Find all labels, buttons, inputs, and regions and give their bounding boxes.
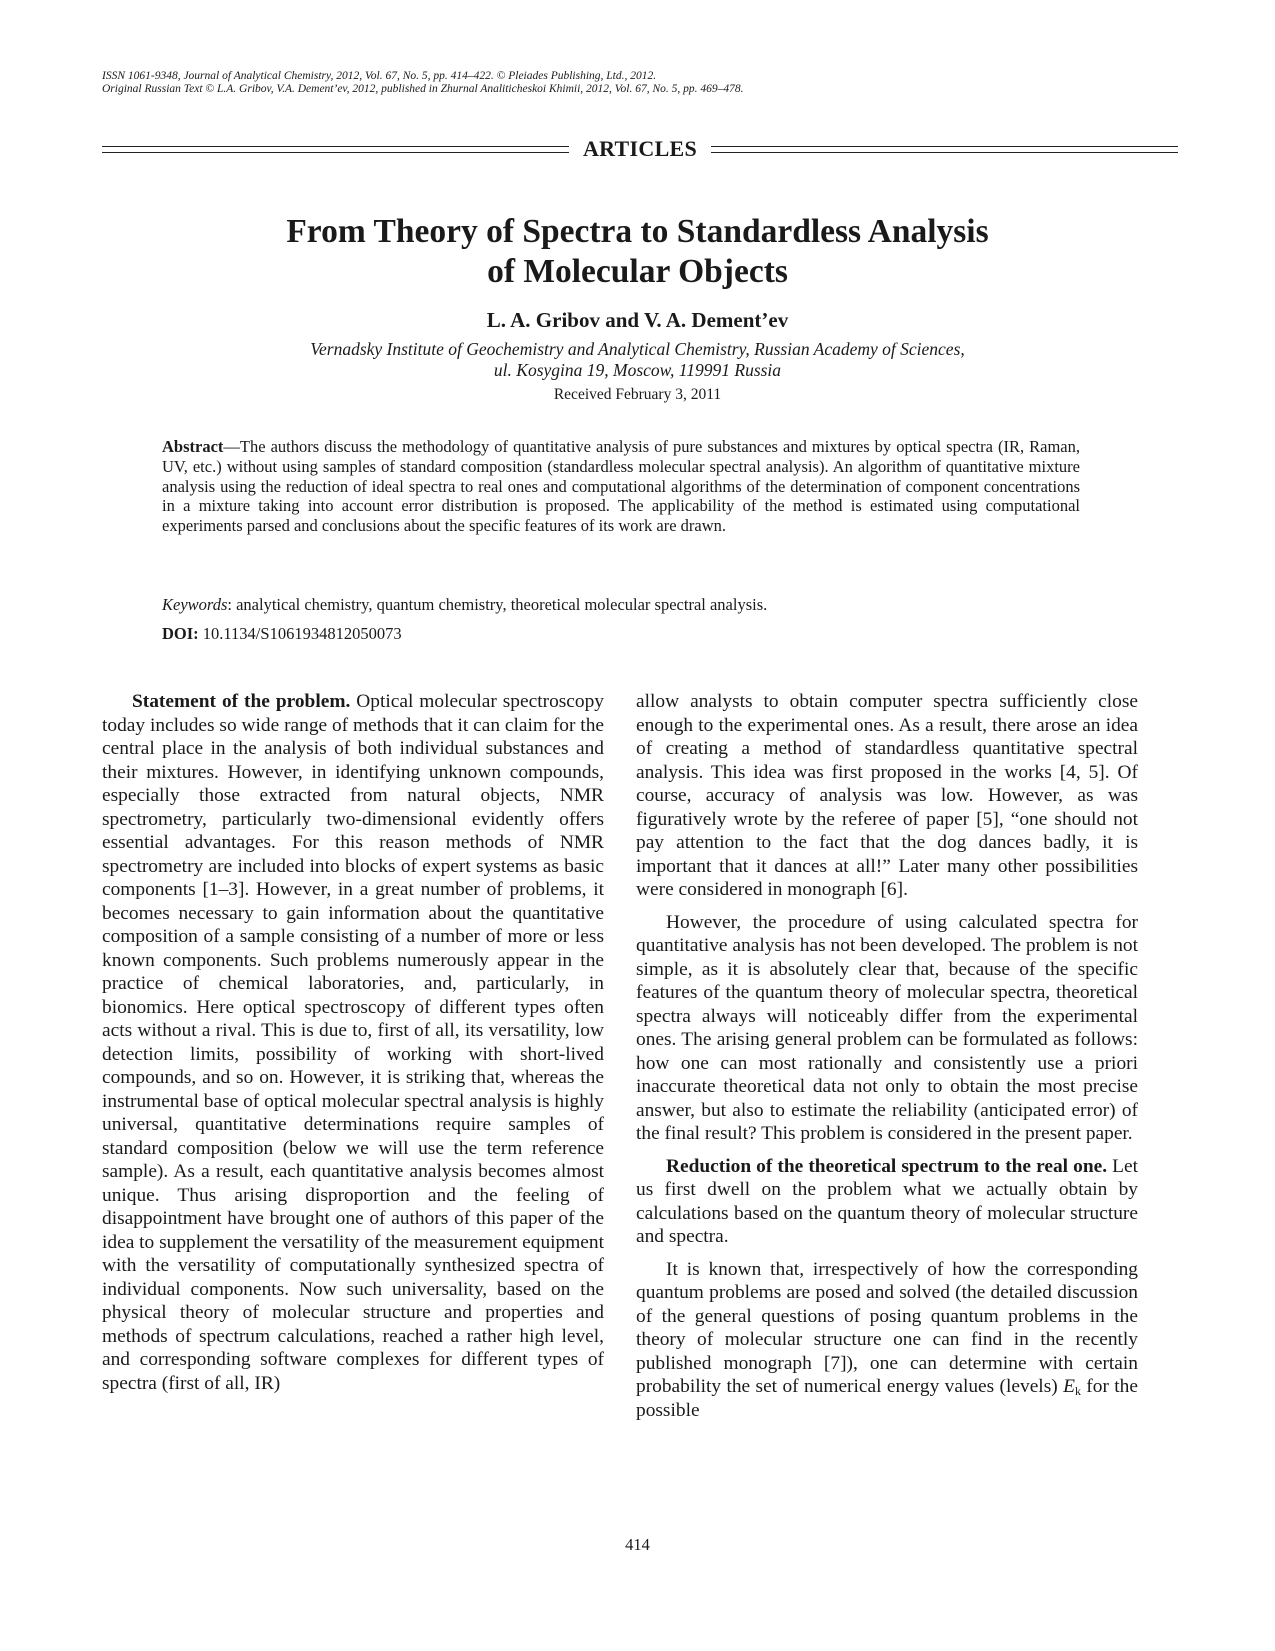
body-column-left: [102, 690, 604, 1404]
abstract: [162, 437, 1080, 536]
section-divider: [102, 136, 1178, 162]
paragraph-tail: for the possible: [636, 1376, 1138, 1421]
energy-symbol: E: [1063, 1376, 1075, 1397]
paragraph-heading: Reduction of the theoretical spectrum to the real one.: [666, 1155, 1108, 1177]
paragraph-statement-of-problem: [102, 690, 604, 1395]
keywords-label: Keywords: [162, 595, 228, 614]
journal-header: [102, 70, 1182, 96]
paragraph-procedure: However, the procedure of using calculated spectra for quantitative analysis has not been developed. The problem is not simple, as it is absolutely clear that, because of the specific features of the quantum theory of molecular spectra, theoretical spectra always will noticeably differ from the experimental ones. The arising general problem can be formulated as follows: how one can most rationally and consistently use a priori inaccurate theoretical data not only to obtain the most precise answer, but also to estimate the reliability (anticipated error) of the final result? This problem is considered in the present paper.: [636, 911, 1138, 1144]
doi-label: DOI:: [162, 624, 199, 643]
title-line-2: of Molecular Objects: [487, 253, 788, 290]
paragraph-reduction: [636, 1155, 1138, 1249]
abstract-text: —The authors discuss the methodology of quantitative analysis of pure substances and mixtures by optical spectra (IR, Raman, UV, etc.) without using samples of standard composition (standardless molecular spectral analysis). An algorithm of quantitative mixture analysis using the reduction of ideal spectra to real ones and computational algorithms of the determination of component concentrations in a mixture taking into account error distribution is proposed. The applicability of the method is estimated using computational experiments parsed and conclusions about the specific features of its work are drawn.: [162, 437, 1080, 536]
paragraph-heading: Statement of the problem.: [132, 691, 351, 712]
body-column-right: [636, 690, 1138, 1431]
paragraph-text: Optical molecular spectroscopy today includes so wide range of methods that it can claim for the central place in the analysis of both individual substances and their mixtures. However, in identifying unknown compounds, especially those extracted from natural objects, NMR spectrometry, particularly two-dimensional evidently offers essential advantages. For this reason methods of NMR spectrometry are included into blocks of expert systems as basic components [1–3]. However, in a great number of problems, it becomes necessary to gain information about the quantitative composition of a sample consisting of a number of more or less known components. Such problems numerously appear in the practice of chemical laboratories, and, particularly, in bionomics. Here optical spectroscopy of different types often acts without a rival. This is due to, first of all, its versatility, low detection limits, possibility of working with short-lived compounds, and so on. However, it is striking that, whereas the instrumental base of optical molecular spectral analysis is highly universal, quantitative determinations require samples of standard composition (below we will use the term reference sample). As a result, each quantitative analysis becomes almost unique. Thus arising disproportion and the feeling of disappointment have brought one of authors of this paper of the idea to supplement the versatility of the measurement equipment with the versatility of computationally synthesized spectra of individual components. Now such universality, based on the physical theory of molecular structure and properties and methods of spectrum calculations, reached a rather high level, and corresponding software complexes for different types of spectra (first of all, IR): [102, 691, 604, 1394]
section-rule-right: [711, 146, 1178, 153]
title-line-1: From Theory of Spectra to Standardless Analysis: [286, 213, 989, 250]
section-rule-left: [102, 146, 569, 153]
affiliation-line-1: Vernadsky Institute of Geochemistry and Analytical Chemistry, Russian Academy of Sciences,: [310, 339, 965, 359]
article-title: [0, 212, 1275, 292]
paragraph-text: It is known that, irrespectively of how the corresponding quantum problems are posed and solved (the detailed discussion of the general questions of posing quantum problems in the theory of molecular structure one can find in the recently published monograph [7]), one can determine with certain probability the set of numerical energy values (levels): [636, 1258, 1138, 1397]
affiliation: [0, 339, 1275, 381]
keywords: [162, 595, 1080, 615]
received-date: Received February 3, 2011: [553, 386, 722, 403]
keywords-text: : analytical chemistry, quantum chemistry, theoretical molecular spectral analysis.: [227, 595, 768, 614]
energy-subscript: k: [1074, 1384, 1081, 1398]
doi: [162, 624, 402, 644]
section-label: ARTICLES: [582, 136, 698, 161]
abstract-label: Abstract: [162, 437, 224, 456]
page-number: 414: [625, 1535, 650, 1554]
header-line-2: Original Russian Text © L.A. Gribov, V.A. Dement’ev, 2012, published in Zhurnal Analiticheskoi Khimii, 2012, Vol. 67, No. 5, pp. 469–478.: [102, 83, 744, 95]
paragraph-energy-levels: [636, 1258, 1138, 1423]
affiliation-line-2: ul. Kosygina 19, Moscow, 119991 Russia: [493, 360, 782, 380]
header-line-1: ISSN 1061-9348, Journal of Analytical Chemistry, 2012, Vol. 67, No. 5, pp. 414–422. © Pleiades Publishing, Ltd., 2012.: [102, 70, 657, 82]
paragraph-continuation: allow analysts to obtain computer spectra sufficiently close enough to the experimental ones. As a result, there arose an idea of creating a method of standardless quantitative spectral analysis. This idea was first proposed in the works [4, 5]. Of course, accuracy of analysis was low. However, as was figuratively wrote by the referee of paper [5], “one should not pay attention to the fact that the dog dances badly, it is important that it dances at all!” Later many other possibilities were considered in monograph [6].: [636, 691, 1138, 900]
paragraph-text: Let us first dwell on the problem what we actually obtain by calculations based on the quantum theory of molecular structure and spectra.: [636, 1155, 1138, 1247]
authors: L. A. Gribov and V. A. Dement’ev: [486, 308, 789, 332]
doi-value: 10.1134/S1061934812050073: [198, 624, 402, 643]
